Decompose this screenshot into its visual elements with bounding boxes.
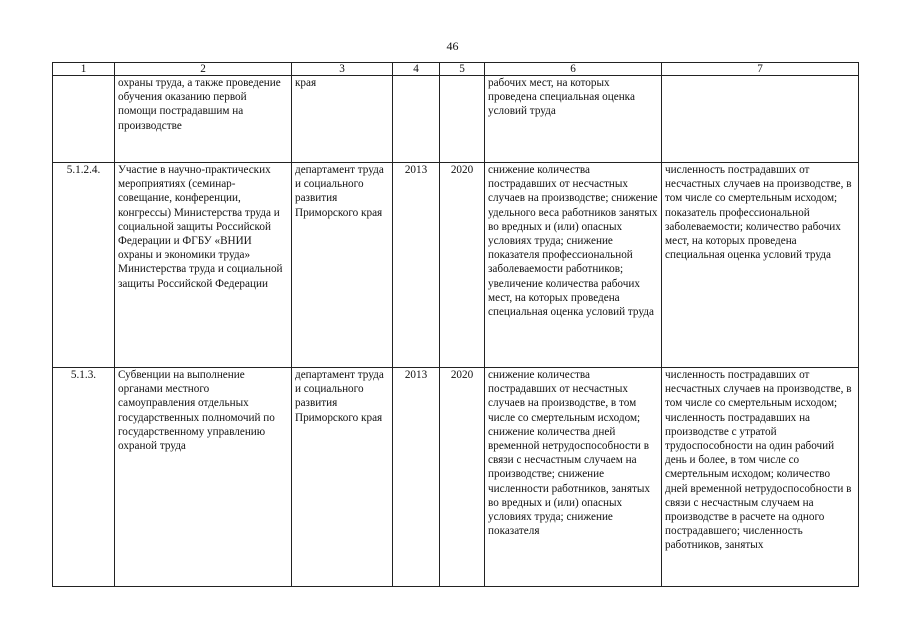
- activity-cell: Участие в научно-практических мероприятиях (семинар-совещание, конференции, конгрессы) Министерства труда и социальной защиты Российской Федерации и ФГБУ «ВНИИ охраны и экономики труда» Министерства труда и социальной защиты Российской Федерации: [115, 163, 292, 368]
- indicators-cell: [662, 76, 859, 163]
- end-year-cell: [440, 76, 485, 163]
- expected-result-cell: рабочих мест, на которых проведена специальная оценка условий труда: [485, 76, 662, 163]
- end-year-cell: 2020: [440, 368, 485, 587]
- column-header-6: 6: [485, 63, 662, 76]
- column-number-row: [53, 63, 859, 76]
- column-header-7: 7: [662, 63, 859, 76]
- executor-cell: края: [292, 76, 393, 163]
- executor-cell: департамент труда и социального развития Приморского края: [292, 368, 393, 587]
- column-header-5: 5: [440, 63, 485, 76]
- item-number: [53, 76, 115, 163]
- start-year-cell: 2013: [393, 163, 440, 368]
- expected-result-cell: снижение количества пострадавших от несчастных случаев на производстве, в том числе со смертельным исходом; снижение количества дней временной нетрудоспособности в связи с несчастным случаем на производстве; снижение численности работников, занятых во вредных и (или) опасных условиях труда; снижение показателя: [485, 368, 662, 587]
- start-year-cell: [393, 76, 440, 163]
- expected-result-cell: снижение количества пострадавших от несчастных случаев на производстве; снижение удельного веса работников занятых во вредных и (или) опасных условиях труда; снижение показателя профессиональной заболеваемости работников; увеличение количества рабочих мест, на которых проведена специальная оценка условий труда: [485, 163, 662, 368]
- column-header-4: 4: [393, 63, 440, 76]
- activity-cell: Субвенции на выполнение органами местного самоуправления отдельных государственных полномочий по государственному управлению охраной труда: [115, 368, 292, 587]
- executor-cell: департамент труда и социального развития Приморского края: [292, 163, 393, 368]
- column-header-1: 1: [53, 63, 115, 76]
- end-year-cell: 2020: [440, 163, 485, 368]
- item-number: 5.1.2.4.: [53, 163, 115, 368]
- indicators-cell: численность пострадавших от несчастных случаев на производстве, в том числе со смертельным исходом; показатель профессиональной заболеваемости; количество рабочих мест, на которых проведена специальная оценка условий труда: [662, 163, 859, 368]
- table-row: [53, 163, 859, 368]
- column-header-2: 2: [115, 63, 292, 76]
- indicators-cell: численность пострадавших от несчастных случаев на производстве, в том числе со смертельным исходом; численность пострадавших на производстве с утратой трудоспособности на один рабочий день и более, в том числе со смертельным исходом; количество дней временной нетрудоспособности в связи с несчастным случаем на производстве в расчете на одного пострадавшего; численность работников, занятых: [662, 368, 859, 587]
- item-number: 5.1.3.: [53, 368, 115, 587]
- page-number: 46: [446, 39, 459, 53]
- column-header-3: 3: [292, 63, 393, 76]
- program-activities-table: [52, 62, 859, 587]
- start-year-cell: 2013: [393, 368, 440, 587]
- activity-cell: охраны труда, а также проведение обучения оказанию первой помощи пострадавшим на производстве: [115, 76, 292, 163]
- table-row: [53, 76, 859, 163]
- table-row: [53, 368, 859, 587]
